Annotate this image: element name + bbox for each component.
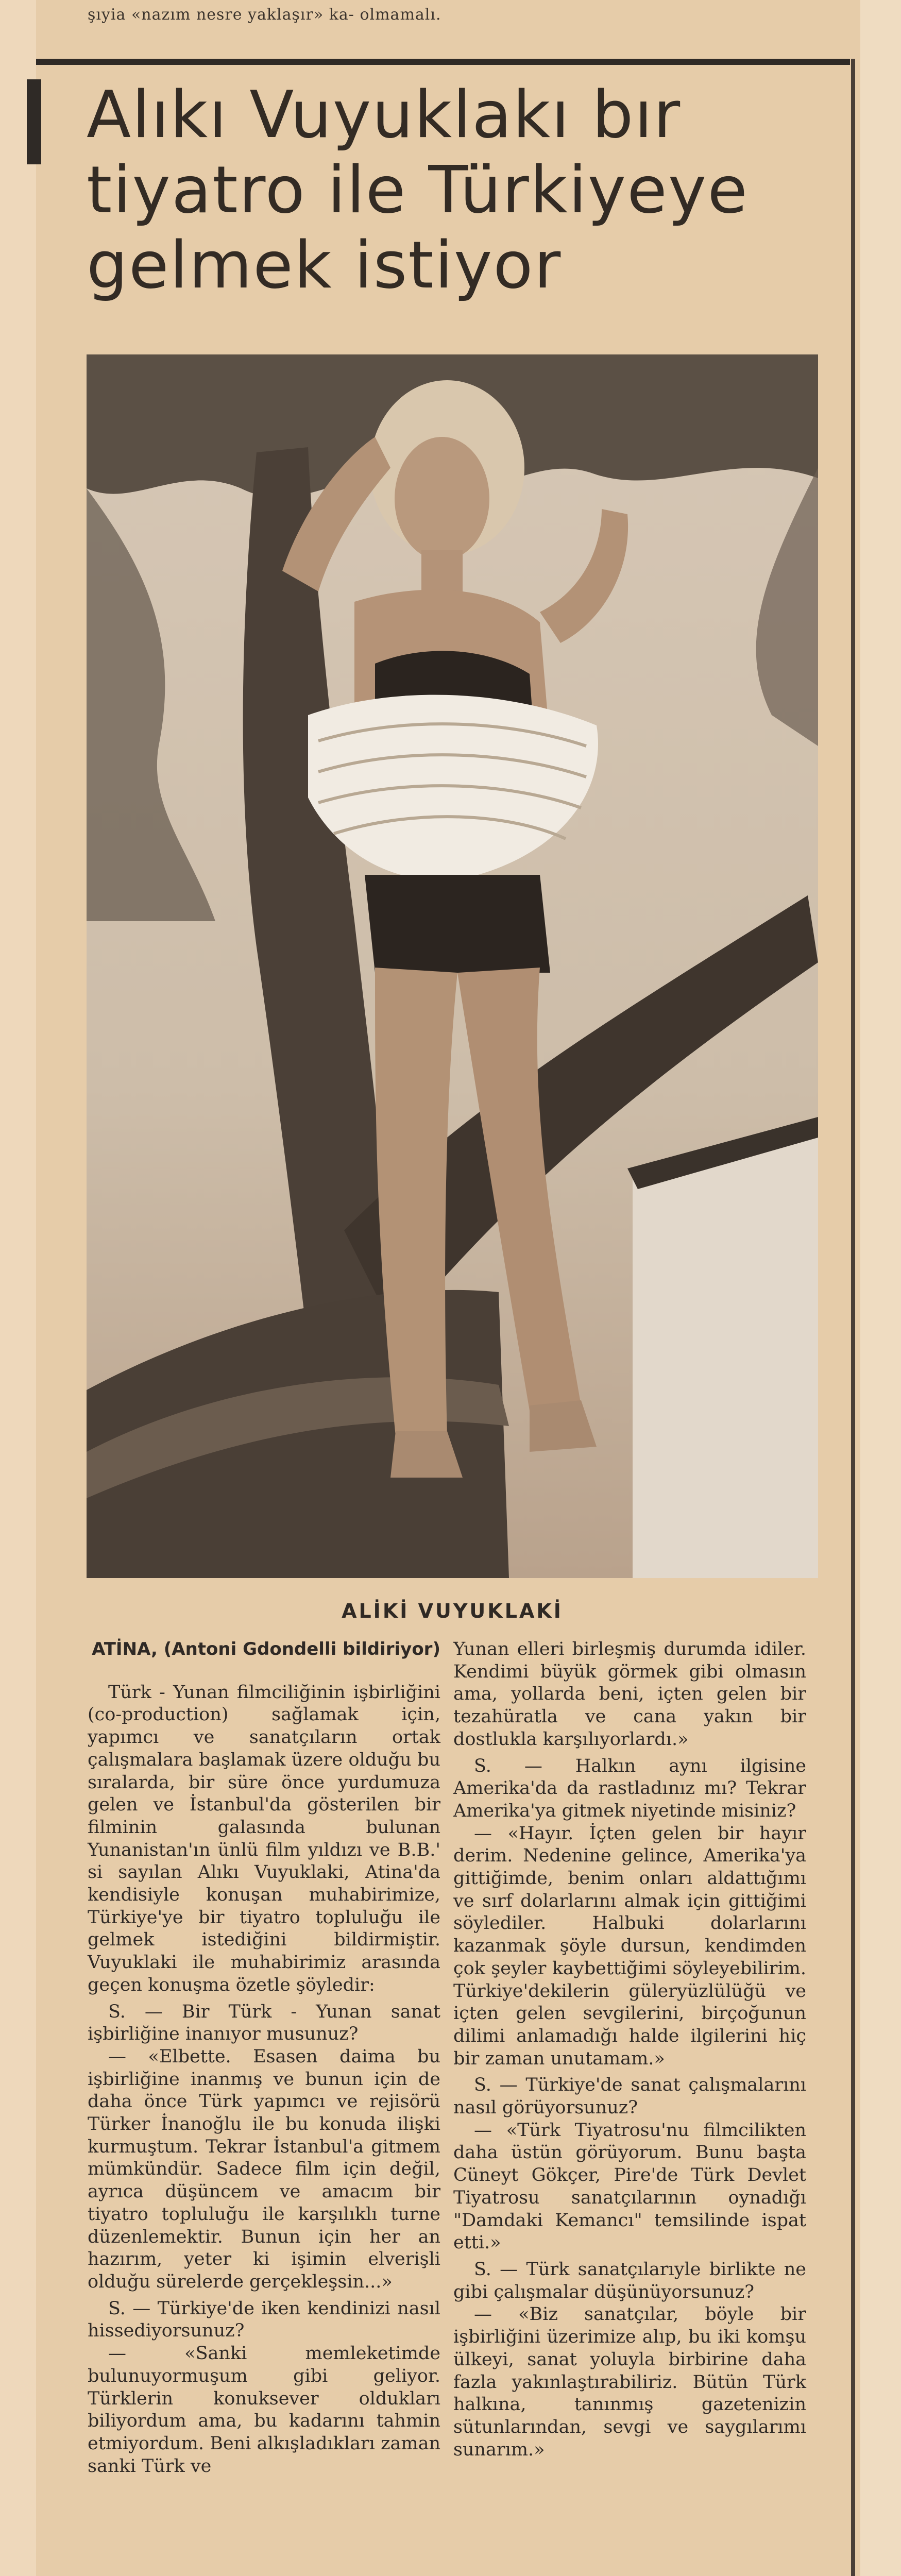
interview-answer: — «Türk Tiyatrosu'nu filmcilikten daha üstün görüyorum. Bunu başta Cüneyt Gökçer, Pire'de Türk Devlet Tiyatrosu sanatçılarının oynadığı "Damdaki Kemancı" temsilinde ispat etti.» [453, 2120, 806, 2253]
article-left-column [88, 1638, 440, 2478]
interview-question: S. — Bir Türk - Yunan sanat işbirliğine inanıyor musunuz? [88, 2001, 440, 2045]
top-fragment: şıyia «nazım nesre yaklaşır» ka- olmamalı. [88, 6, 441, 24]
newspaper-photo [87, 354, 818, 1578]
interview-answer: — «Elbette. Esasen daima bu işbirliğine inanmış ve bunun için de daha önce Türk yapımcı ve rejisörü Türker İnanoğlu ile bu konuda ilişki kurmuştum. Tekrar İstanbul'a gitmem mümkündür. Sadece film için değil, ayrıca düşüncem ve amacım bir tiyatro topluluğu ile karşılıklı turne düzenlemektir. Bunun için her an hazırım, yeter ki işimin elverişli olduğu sürelerde gerçekleşsin...» [88, 2046, 440, 2292]
article-paragraph: Türk - Yunan filmciliğinin işbirliğini (co-production) sağlamak için, yapımcı ve sanatçıların ortak çalışmalara başlamak üzere olduğu bu sıralarda, bir süre önce yurdumuza gelen ve İstanbul'da gösterilen bir filminin galasında bulunan Yunanistan'ın ünlü film yıldızı ve B.B.' si sayılan Alıkı Vuyuklaki, Atina'da kendisiyle konuşan muhabirimize, Türkiye'ye bir tiyatro topluluğu ile gelmek istediğini bildirmiştir. Vuyuklaki ile muhabirimiz arasında geçen konuşma özetle şöyledir: [88, 1682, 440, 1995]
interview-answer: — «Hayır. İçten gelen bir hayır derim. Nedenine gelince, Amerika'ya gittiğimde, benim onları aldattığımı ve sırf dolarlarını almak için gittiğimi söylediler. Halbuki dolarlarını kazanmak şöyle dursun, kendimden çok şeyler kaybettiğimi söyleyebilirim. Türkiye'dekilerin güleryüzlülüğü ve içten gelen sevgilerini, birçoğunun dilimi anlamadığı halde ilgilerini hiç bir zaman unutamam.» [453, 1823, 806, 2069]
interview-question: S. — Türkiye'de sanat çalışmalarını nasıl görüyorsunuz? [453, 2075, 806, 2119]
photo-caption: ALİKİ VUYUKLAKİ [342, 1600, 563, 1622]
article-right-column [453, 1638, 806, 2461]
headline-line-3: gelmek istiyor [87, 227, 562, 303]
interview-question: S. — Türkiye'de iken kendinizi nasıl hissediyorsunuz? [88, 2298, 440, 2342]
headline-line-1: Alıkı Vuyuklakı bır [87, 77, 682, 152]
paper-left-margin [0, 0, 36, 2576]
interview-answer: — «Sanki memleketimde bulunuyormuşum gibi geliyor. Türklerin konuksever oldukları biliyordum ama, bu kadarını tahmin etmiyordum. Beni alkışladıkları zaman sanki Türk ve [88, 2343, 440, 2477]
dateline: ATİNA, (Antoni Gdondelli bildiriyor) [92, 1639, 440, 1659]
article-paragraph: Yunan elleri birleşmiş durumda idiler. Kendimi büyük görmek gibi olmasın ama, yollarda beni, içten gelen bir tezahüratla ve cana yakın bir dostlukla karşılıyorlardı.» [453, 1639, 806, 1750]
interview-question: S. — Halkın aynı ilgisine Amerika'da da rastladınız mı? Tekrar Amerika'ya gitmek niyetinde misiniz? [453, 1755, 806, 1821]
headline [87, 77, 834, 303]
interview-question: S. — Türk sanatçılarıyle birlikte ne gibi çalışmalar düşünüyorsunuz? [453, 2259, 806, 2302]
interview-answer: — «Biz sanatçılar, böyle bir işbirliğini üzerimize alıp, bu iki komşu ülkeyi, sanat yoluyla birbirine daha fazla yakınlaştırabiliriz. Bütün Türk halkına, tanınmış gazetenizin sütunlarından, sevgi ve saygılarımı sunarım.» [453, 2304, 806, 2460]
headline-line-2: tiyatro ile Türkiyeye [87, 152, 749, 228]
top-rule [36, 59, 850, 65]
right-column-rule [851, 59, 855, 2576]
column-marker [27, 79, 41, 164]
paper-right-margin [860, 0, 901, 2576]
